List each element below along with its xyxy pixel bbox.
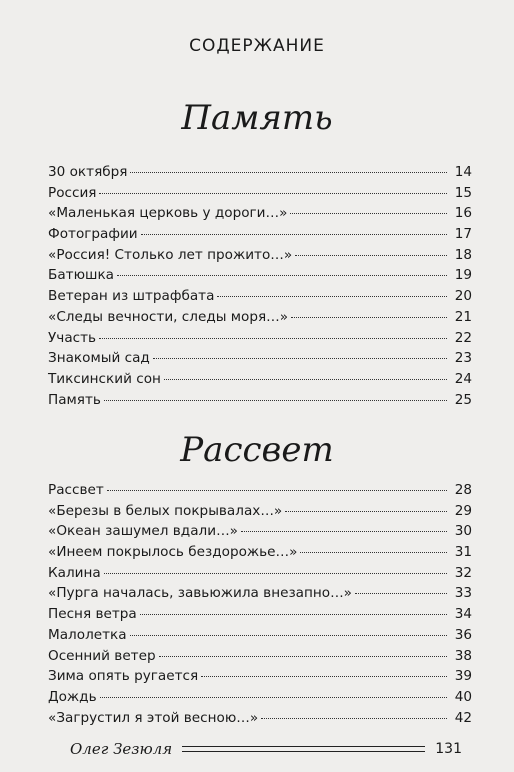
entry-title: «Загрустил я этой весною…»	[48, 709, 259, 726]
dot-leader	[153, 358, 447, 359]
entry-page: 19	[454, 267, 472, 284]
footer-rule	[182, 746, 425, 752]
toc-entry	[48, 583, 472, 604]
dot-leader	[104, 400, 447, 401]
dot-leader	[140, 614, 447, 615]
toc-entry	[48, 224, 472, 245]
dot-leader	[290, 213, 447, 214]
entry-page: 40	[454, 688, 472, 705]
dot-leader	[141, 234, 447, 235]
toc-entry	[48, 265, 472, 286]
toc-entry	[48, 286, 472, 307]
entry-title: Осенний ветер	[48, 647, 156, 664]
entry-page: 30	[454, 523, 472, 540]
toc-entry	[48, 687, 472, 708]
entry-page: 21	[454, 308, 472, 325]
dot-leader	[130, 172, 447, 173]
toc-entry	[48, 521, 472, 542]
toc-section-memory	[48, 162, 472, 410]
entry-title: «Маленькая церковь у дороги…»	[48, 205, 288, 222]
entry-page: 34	[454, 606, 472, 623]
toc-entry	[48, 369, 472, 390]
dot-leader	[291, 317, 447, 318]
toc-entry	[48, 563, 472, 584]
toc-entry	[48, 183, 472, 204]
toc-entry	[48, 348, 472, 369]
dot-leader	[241, 531, 447, 532]
page-number: 131	[435, 741, 462, 757]
entry-page: 23	[454, 350, 472, 367]
entry-page: 14	[454, 164, 472, 180]
dot-leader	[117, 275, 447, 276]
entry-title: «Россия! Столько лет прожито…»	[48, 246, 293, 263]
entry-page: 31	[454, 544, 472, 561]
dot-leader	[355, 593, 447, 594]
toc-entry	[48, 203, 472, 224]
toc-entry	[48, 708, 472, 729]
entry-page: 32	[454, 564, 472, 581]
entry-title: «Пурга началась, завьюжила внезапно…»	[48, 585, 353, 602]
entry-title: Зима опять ругается	[48, 668, 199, 685]
entry-title: Знакомый сад	[48, 350, 150, 367]
entry-page: 15	[454, 184, 472, 201]
toc-entry	[48, 245, 472, 266]
entry-title: Ветеран из штрафбата	[48, 288, 215, 305]
toc-entry	[48, 480, 472, 501]
toc-entry	[48, 328, 472, 349]
toc-entry	[48, 625, 472, 646]
entry-title: Песня ветра	[48, 606, 137, 623]
page-footer	[70, 737, 462, 761]
dot-leader	[99, 193, 447, 194]
entry-title: «Океан зашумел вдали…»	[48, 523, 238, 540]
toc-entry	[48, 542, 472, 563]
entry-page: 17	[454, 226, 472, 243]
contents-heading: СОДЕРЖАНИЕ	[189, 36, 325, 56]
dot-leader	[107, 490, 447, 491]
entry-page: 20	[454, 288, 472, 305]
toc-entry	[48, 390, 472, 411]
entry-page: 29	[454, 502, 472, 519]
entry-title: Тиксинский сон	[48, 370, 161, 387]
author-name: Олег Зезюля	[70, 740, 173, 758]
section-title-memory: Память	[181, 98, 333, 138]
entry-title: «Березы в белых покрывалах…»	[48, 502, 283, 519]
dot-leader	[285, 511, 447, 512]
entry-title: Калина	[48, 564, 101, 581]
entry-page: 25	[454, 391, 472, 408]
dot-leader	[300, 552, 447, 553]
entry-title: «Инеем покрылось бездорожье…»	[48, 544, 298, 561]
toc-entry	[48, 646, 472, 667]
toc-entry	[48, 604, 472, 625]
toc-entry	[48, 501, 472, 522]
toc-entry	[48, 666, 472, 687]
entry-page: 36	[454, 626, 472, 643]
dot-leader	[159, 656, 447, 657]
entry-page: 39	[454, 668, 472, 685]
dot-leader	[295, 255, 447, 256]
dot-leader	[100, 697, 447, 698]
toc-section-dawn	[48, 480, 472, 728]
dot-leader	[261, 718, 447, 719]
entry-page: 42	[454, 709, 472, 726]
entry-title: Фотографии	[48, 226, 138, 243]
toc-entry	[48, 307, 472, 328]
entry-title: Дождь	[48, 688, 97, 705]
dot-leader	[99, 338, 447, 339]
entry-title: 30 октября	[48, 164, 128, 180]
entry-page: 38	[454, 647, 472, 664]
entry-page: 24	[454, 370, 472, 387]
entry-title: Батюшка	[48, 267, 114, 284]
entry-title: Малолетка	[48, 626, 127, 643]
dot-leader	[201, 676, 447, 677]
dot-leader	[130, 635, 447, 636]
entry-page: 28	[454, 482, 472, 498]
entry-page: 16	[454, 205, 472, 222]
dot-leader	[217, 296, 447, 297]
entry-title: «Следы вечности, следы моря…»	[48, 308, 289, 325]
entry-title: Рассвет	[48, 482, 104, 498]
section-title-dawn: Рассвет	[180, 430, 334, 470]
entry-page: 18	[454, 246, 472, 263]
entry-title: Память	[48, 391, 101, 408]
entry-page: 33	[454, 585, 472, 602]
dot-leader	[164, 379, 447, 380]
entry-page: 22	[454, 329, 472, 346]
entry-title: Россия	[48, 184, 97, 201]
dot-leader	[104, 573, 447, 574]
toc-entry	[48, 162, 472, 183]
entry-title: Участь	[48, 329, 97, 346]
